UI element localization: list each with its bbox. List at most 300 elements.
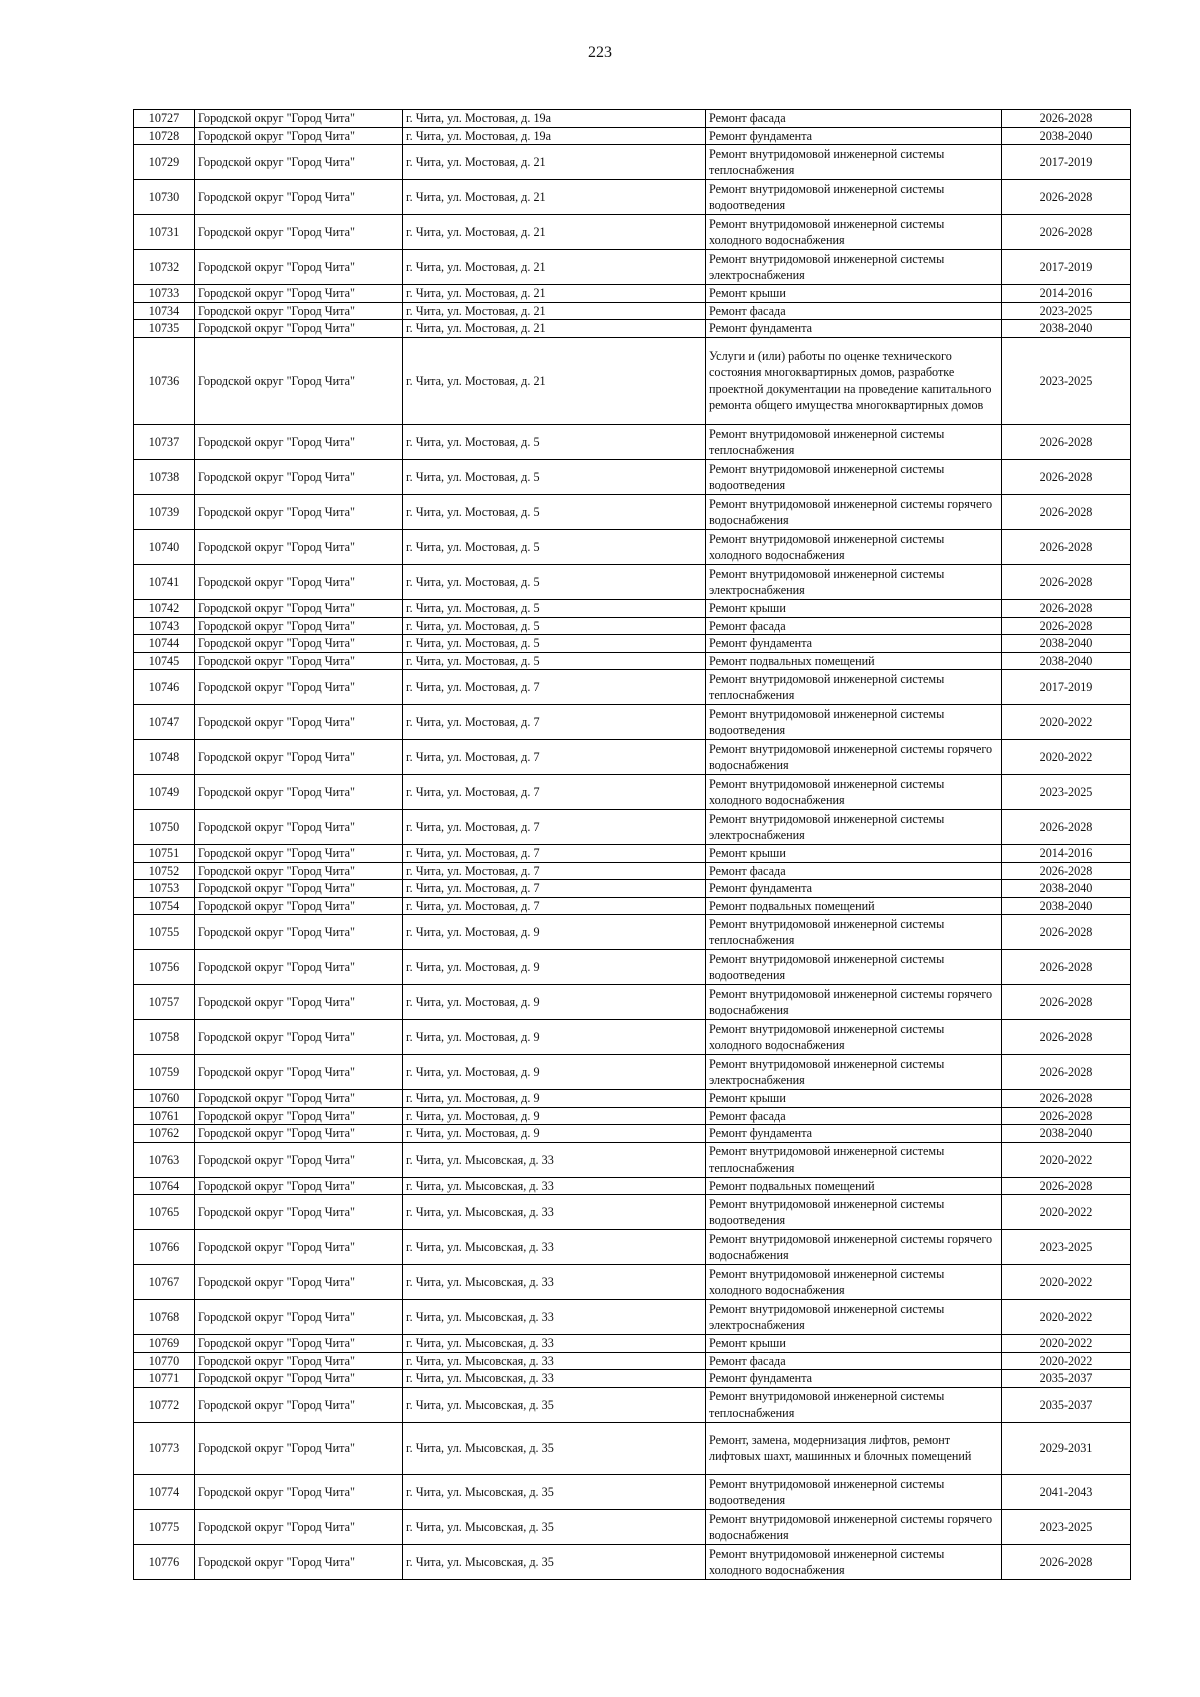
- row-number-cell: 10737: [134, 425, 195, 460]
- row-number-cell: 10774: [134, 1475, 195, 1510]
- work-type-cell: Ремонт внутридомовой инженерной системы холодного водоснабжения: [706, 775, 1002, 810]
- municipality-cell: Городской округ "Город Чита": [195, 250, 403, 285]
- table-row: [134, 1475, 1131, 1510]
- address-cell: г. Чита, ул. Мостовая, д. 9: [403, 985, 706, 1020]
- period-cell: 2026-2028: [1002, 110, 1131, 128]
- address-cell: г. Чита, ул. Мысовская, д. 33: [403, 1335, 706, 1353]
- table-body: [134, 110, 1131, 1580]
- period-cell: 2026-2028: [1002, 600, 1131, 618]
- work-type-cell: Ремонт внутридомовой инженерной системы водоотведения: [706, 705, 1002, 740]
- address-cell: г. Чита, ул. Мостовая, д. 7: [403, 775, 706, 810]
- work-type-cell: Ремонт крыши: [706, 1090, 1002, 1108]
- municipality-cell: Городской округ "Город Чита": [195, 1125, 403, 1143]
- work-type-cell: Ремонт внутридомовой инженерной системы теплоснабжения: [706, 425, 1002, 460]
- address-cell: г. Чита, ул. Мостовая, д. 21: [403, 250, 706, 285]
- work-type-cell: Ремонт внутридомовой инженерной системы теплоснабжения: [706, 670, 1002, 705]
- address-cell: г. Чита, ул. Мостовая, д. 21: [403, 215, 706, 250]
- row-number-cell: 10749: [134, 775, 195, 810]
- address-cell: г. Чита, ул. Мостовая, д. 7: [403, 862, 706, 880]
- address-cell: г. Чита, ул. Мостовая, д. 21: [403, 180, 706, 215]
- capital-repair-table: [133, 109, 1131, 1580]
- period-cell: 2026-2028: [1002, 1090, 1131, 1108]
- municipality-cell: Городской округ "Город Чита": [195, 950, 403, 985]
- work-type-cell: Ремонт внутридомовой инженерной системы водоотведения: [706, 950, 1002, 985]
- row-number-cell: 10746: [134, 670, 195, 705]
- period-cell: 2026-2028: [1002, 915, 1131, 950]
- period-cell: 2026-2028: [1002, 1055, 1131, 1090]
- municipality-cell: Городской округ "Город Чита": [195, 897, 403, 915]
- row-number-cell: 10729: [134, 145, 195, 180]
- table-row: [134, 862, 1131, 880]
- address-cell: г. Чита, ул. Мостовая, д. 5: [403, 617, 706, 635]
- work-type-cell: Ремонт внутридомовой инженерной системы горячего водоснабжения: [706, 985, 1002, 1020]
- period-cell: 2017-2019: [1002, 670, 1131, 705]
- municipality-cell: Городской округ "Город Чита": [195, 495, 403, 530]
- period-cell: 2035-2037: [1002, 1387, 1131, 1422]
- page-number: 223: [588, 44, 612, 61]
- work-type-cell: Ремонт внутридомовой инженерной системы горячего водоснабжения: [706, 1230, 1002, 1265]
- table-row: [134, 1107, 1131, 1125]
- municipality-cell: Городской округ "Город Чита": [195, 530, 403, 565]
- row-number-cell: 10750: [134, 810, 195, 845]
- work-type-cell: Ремонт внутридомовой инженерной системы электроснабжения: [706, 810, 1002, 845]
- table-row: [134, 1020, 1131, 1055]
- municipality-cell: Городской округ "Город Чита": [195, 285, 403, 303]
- municipality-cell: Городской округ "Город Чита": [195, 740, 403, 775]
- row-number-cell: 10775: [134, 1510, 195, 1545]
- table-row: [134, 337, 1131, 425]
- municipality-cell: Городской округ "Город Чита": [195, 845, 403, 863]
- period-cell: 2035-2037: [1002, 1370, 1131, 1388]
- period-cell: 2026-2028: [1002, 425, 1131, 460]
- work-type-cell: Ремонт внутридомовой инженерной системы электроснабжения: [706, 250, 1002, 285]
- row-number-cell: 10743: [134, 617, 195, 635]
- period-cell: 2020-2022: [1002, 1300, 1131, 1335]
- period-cell: 2017-2019: [1002, 145, 1131, 180]
- work-type-cell: Ремонт внутридомовой инженерной системы теплоснабжения: [706, 145, 1002, 180]
- row-number-cell: 10768: [134, 1300, 195, 1335]
- address-cell: г. Чита, ул. Мостовая, д. 7: [403, 810, 706, 845]
- table-row: [134, 1352, 1131, 1370]
- work-type-cell: Ремонт внутридомовой инженерной системы холодного водоснабжения: [706, 1020, 1002, 1055]
- work-type-cell: Ремонт внутридомовой инженерной системы водоотведения: [706, 1475, 1002, 1510]
- table-row: [134, 1055, 1131, 1090]
- municipality-cell: Городской округ "Город Чита": [195, 565, 403, 600]
- address-cell: г. Чита, ул. Мостовая, д. 7: [403, 845, 706, 863]
- period-cell: 2020-2022: [1002, 1335, 1131, 1353]
- address-cell: г. Чита, ул. Мостовая, д. 5: [403, 652, 706, 670]
- municipality-cell: Городской округ "Город Чита": [195, 215, 403, 250]
- table-row: [134, 1387, 1131, 1422]
- address-cell: г. Чита, ул. Мысовская, д. 33: [403, 1300, 706, 1335]
- period-cell: 2041-2043: [1002, 1475, 1131, 1510]
- row-number-cell: 10772: [134, 1387, 195, 1422]
- table-row: [134, 1265, 1131, 1300]
- work-type-cell: Ремонт крыши: [706, 1335, 1002, 1353]
- period-cell: 2026-2028: [1002, 862, 1131, 880]
- municipality-cell: Городской округ "Город Чита": [195, 880, 403, 898]
- municipality-cell: Городской округ "Город Чита": [195, 705, 403, 740]
- municipality-cell: Городской округ "Город Чита": [195, 635, 403, 653]
- row-number-cell: 10767: [134, 1265, 195, 1300]
- row-number-cell: 10745: [134, 652, 195, 670]
- table-row: [134, 285, 1131, 303]
- address-cell: г. Чита, ул. Мостовая, д. 21: [403, 285, 706, 303]
- row-number-cell: 10738: [134, 460, 195, 495]
- address-cell: г. Чита, ул. Мостовая, д. 9: [403, 915, 706, 950]
- table-row: [134, 880, 1131, 898]
- address-cell: г. Чита, ул. Мостовая, д. 7: [403, 705, 706, 740]
- municipality-cell: Городской округ "Город Чита": [195, 1335, 403, 1353]
- work-type-cell: Ремонт внутридомовой инженерной системы горячего водоснабжения: [706, 740, 1002, 775]
- table-row: [134, 1335, 1131, 1353]
- municipality-cell: Городской округ "Город Чита": [195, 1370, 403, 1388]
- work-type-cell: Ремонт внутридомовой инженерной системы электроснабжения: [706, 1055, 1002, 1090]
- address-cell: г. Чита, ул. Мостовая, д. 9: [403, 1055, 706, 1090]
- row-number-cell: 10734: [134, 302, 195, 320]
- table-row: [134, 915, 1131, 950]
- row-number-cell: 10758: [134, 1020, 195, 1055]
- table-row: [134, 1177, 1131, 1195]
- period-cell: 2023-2025: [1002, 1230, 1131, 1265]
- period-cell: 2038-2040: [1002, 635, 1131, 653]
- address-cell: г. Чита, ул. Мостовая, д. 5: [403, 565, 706, 600]
- work-type-cell: Ремонт внутридомовой инженерной системы теплоснабжения: [706, 915, 1002, 950]
- period-cell: 2020-2022: [1002, 1142, 1131, 1177]
- table-row: [134, 897, 1131, 915]
- municipality-cell: Городской округ "Город Чита": [195, 302, 403, 320]
- period-cell: 2014-2016: [1002, 285, 1131, 303]
- work-type-cell: Ремонт внутридомовой инженерной системы горячего водоснабжения: [706, 495, 1002, 530]
- municipality-cell: Городской округ "Город Чита": [195, 1300, 403, 1335]
- address-cell: г. Чита, ул. Мостовая, д. 7: [403, 670, 706, 705]
- address-cell: г. Чита, ул. Мысовская, д. 35: [403, 1387, 706, 1422]
- period-cell: 2020-2022: [1002, 1195, 1131, 1230]
- municipality-cell: Городской округ "Город Чита": [195, 145, 403, 180]
- row-number-cell: 10733: [134, 285, 195, 303]
- address-cell: г. Чита, ул. Мостовая, д. 5: [403, 530, 706, 565]
- municipality-cell: Городской округ "Город Чита": [195, 1177, 403, 1195]
- period-cell: 2026-2028: [1002, 950, 1131, 985]
- row-number-cell: 10754: [134, 897, 195, 915]
- table-row: [134, 250, 1131, 285]
- work-type-cell: Ремонт подвальных помещений: [706, 652, 1002, 670]
- work-type-cell: Ремонт внутридомовой инженерной системы горячего водоснабжения: [706, 1510, 1002, 1545]
- work-type-cell: Ремонт фасада: [706, 110, 1002, 128]
- row-number-cell: 10752: [134, 862, 195, 880]
- row-number-cell: 10727: [134, 110, 195, 128]
- address-cell: г. Чита, ул. Мостовая, д. 21: [403, 145, 706, 180]
- work-type-cell: Ремонт, замена, модернизация лифтов, ремонт лифтовых шахт, машинных и блочных помещений: [706, 1422, 1002, 1475]
- period-cell: 2038-2040: [1002, 320, 1131, 338]
- period-cell: 2026-2028: [1002, 1107, 1131, 1125]
- table-row: [134, 985, 1131, 1020]
- table-row: [134, 1195, 1131, 1230]
- municipality-cell: Городской округ "Город Чита": [195, 810, 403, 845]
- address-cell: г. Чита, ул. Мостовая, д. 5: [403, 495, 706, 530]
- municipality-cell: Городской округ "Город Чита": [195, 180, 403, 215]
- row-number-cell: 10740: [134, 530, 195, 565]
- municipality-cell: Городской округ "Город Чита": [195, 425, 403, 460]
- work-type-cell: Ремонт фундамента: [706, 320, 1002, 338]
- row-number-cell: 10771: [134, 1370, 195, 1388]
- municipality-cell: Городской округ "Город Чита": [195, 1107, 403, 1125]
- work-type-cell: Ремонт фундамента: [706, 1125, 1002, 1143]
- work-type-cell: Ремонт фасада: [706, 617, 1002, 635]
- table-row: [134, 1125, 1131, 1143]
- address-cell: г. Чита, ул. Мостовая, д. 21: [403, 320, 706, 338]
- work-type-cell: Ремонт внутридомовой инженерной системы электроснабжения: [706, 1300, 1002, 1335]
- table-row: [134, 1300, 1131, 1335]
- table-row: [134, 635, 1131, 653]
- address-cell: г. Чита, ул. Мостовая, д. 9: [403, 1125, 706, 1143]
- municipality-cell: Городской округ "Город Чита": [195, 1090, 403, 1108]
- work-type-cell: Ремонт фундамента: [706, 127, 1002, 145]
- row-number-cell: 10751: [134, 845, 195, 863]
- period-cell: 2026-2028: [1002, 617, 1131, 635]
- table-row: [134, 950, 1131, 985]
- row-number-cell: 10776: [134, 1545, 195, 1580]
- period-cell: 2026-2028: [1002, 1177, 1131, 1195]
- address-cell: г. Чита, ул. Мысовская, д. 33: [403, 1177, 706, 1195]
- period-cell: 2026-2028: [1002, 495, 1131, 530]
- table-row: [134, 180, 1131, 215]
- address-cell: г. Чита, ул. Мостовая, д. 5: [403, 460, 706, 495]
- municipality-cell: Городской округ "Город Чита": [195, 862, 403, 880]
- work-type-cell: Ремонт подвальных помещений: [706, 1177, 1002, 1195]
- municipality-cell: Городской округ "Город Чита": [195, 985, 403, 1020]
- municipality-cell: Городской округ "Город Чита": [195, 127, 403, 145]
- address-cell: г. Чита, ул. Мостовая, д. 9: [403, 1107, 706, 1125]
- table-row: [134, 1422, 1131, 1475]
- row-number-cell: 10732: [134, 250, 195, 285]
- municipality-cell: Городской округ "Город Чита": [195, 1230, 403, 1265]
- row-number-cell: 10763: [134, 1142, 195, 1177]
- municipality-cell: Городской округ "Город Чита": [195, 320, 403, 338]
- address-cell: г. Чита, ул. Мостовая, д. 19а: [403, 127, 706, 145]
- period-cell: 2023-2025: [1002, 775, 1131, 810]
- table-row: [134, 110, 1131, 128]
- table-row: [134, 845, 1131, 863]
- address-cell: г. Чита, ул. Мостовая, д. 19а: [403, 110, 706, 128]
- municipality-cell: Городской округ "Город Чита": [195, 1387, 403, 1422]
- row-number-cell: 10756: [134, 950, 195, 985]
- municipality-cell: Городской округ "Город Чита": [195, 337, 403, 425]
- work-type-cell: Ремонт внутридомовой инженерной системы холодного водоснабжения: [706, 215, 1002, 250]
- address-cell: г. Чита, ул. Мысовская, д. 35: [403, 1510, 706, 1545]
- address-cell: г. Чита, ул. Мостовая, д. 7: [403, 880, 706, 898]
- period-cell: 2038-2040: [1002, 652, 1131, 670]
- address-cell: г. Чита, ул. Мостовая, д. 7: [403, 740, 706, 775]
- table-row: [134, 1545, 1131, 1580]
- work-type-cell: Ремонт внутридомовой инженерной системы холодного водоснабжения: [706, 1545, 1002, 1580]
- table-row: [134, 425, 1131, 460]
- table-row: [134, 127, 1131, 145]
- address-cell: г. Чита, ул. Мысовская, д. 33: [403, 1142, 706, 1177]
- address-cell: г. Чита, ул. Мостовая, д. 9: [403, 1020, 706, 1055]
- table-row: [134, 617, 1131, 635]
- table-row: [134, 1090, 1131, 1108]
- period-cell: 2038-2040: [1002, 897, 1131, 915]
- municipality-cell: Городской округ "Город Чита": [195, 1545, 403, 1580]
- row-number-cell: 10728: [134, 127, 195, 145]
- table-row: [134, 1142, 1131, 1177]
- municipality-cell: Городской округ "Город Чита": [195, 1195, 403, 1230]
- work-type-cell: Ремонт внутридомовой инженерной системы теплоснабжения: [706, 1142, 1002, 1177]
- row-number-cell: 10757: [134, 985, 195, 1020]
- table-row: [134, 1370, 1131, 1388]
- table-row: [134, 215, 1131, 250]
- municipality-cell: Городской округ "Город Чита": [195, 1142, 403, 1177]
- municipality-cell: Городской округ "Город Чита": [195, 670, 403, 705]
- municipality-cell: Городской округ "Город Чита": [195, 652, 403, 670]
- work-type-cell: Ремонт внутридомовой инженерной системы холодного водоснабжения: [706, 1265, 1002, 1300]
- table-row: [134, 1510, 1131, 1545]
- row-number-cell: 10748: [134, 740, 195, 775]
- municipality-cell: Городской округ "Город Чита": [195, 1055, 403, 1090]
- period-cell: 2026-2028: [1002, 215, 1131, 250]
- work-type-cell: Ремонт фасада: [706, 1107, 1002, 1125]
- table-row: [134, 1230, 1131, 1265]
- period-cell: 2026-2028: [1002, 1545, 1131, 1580]
- row-number-cell: 10773: [134, 1422, 195, 1475]
- period-cell: 2020-2022: [1002, 705, 1131, 740]
- table-row: [134, 775, 1131, 810]
- municipality-cell: Городской округ "Город Чита": [195, 1475, 403, 1510]
- work-type-cell: Ремонт фундамента: [706, 880, 1002, 898]
- table-row: [134, 810, 1131, 845]
- address-cell: г. Чита, ул. Мысовская, д. 35: [403, 1422, 706, 1475]
- municipality-cell: Городской округ "Город Чита": [195, 775, 403, 810]
- municipality-cell: Городской округ "Город Чита": [195, 460, 403, 495]
- table-row: [134, 302, 1131, 320]
- municipality-cell: Городской округ "Город Чита": [195, 617, 403, 635]
- row-number-cell: 10769: [134, 1335, 195, 1353]
- row-number-cell: 10735: [134, 320, 195, 338]
- period-cell: 2026-2028: [1002, 1020, 1131, 1055]
- work-type-cell: Ремонт внутридомовой инженерной системы теплоснабжения: [706, 1387, 1002, 1422]
- table-row: [134, 460, 1131, 495]
- work-type-cell: Ремонт фасада: [706, 1352, 1002, 1370]
- table-row: [134, 530, 1131, 565]
- period-cell: 2026-2028: [1002, 180, 1131, 215]
- work-type-cell: Ремонт внутридомовой инженерной системы водоотведения: [706, 460, 1002, 495]
- period-cell: 2014-2016: [1002, 845, 1131, 863]
- table-row: [134, 495, 1131, 530]
- period-cell: 2020-2022: [1002, 1265, 1131, 1300]
- municipality-cell: Городской округ "Город Чита": [195, 110, 403, 128]
- address-cell: г. Чита, ул. Мостовая, д. 5: [403, 600, 706, 618]
- period-cell: 2026-2028: [1002, 460, 1131, 495]
- row-number-cell: 10762: [134, 1125, 195, 1143]
- table-row: [134, 600, 1131, 618]
- work-type-cell: Ремонт внутридомовой инженерной системы водоотведения: [706, 1195, 1002, 1230]
- row-number-cell: 10764: [134, 1177, 195, 1195]
- table-row: [134, 320, 1131, 338]
- address-cell: г. Чита, ул. Мысовская, д. 35: [403, 1475, 706, 1510]
- row-number-cell: 10731: [134, 215, 195, 250]
- municipality-cell: Городской округ "Город Чита": [195, 1265, 403, 1300]
- row-number-cell: 10747: [134, 705, 195, 740]
- row-number-cell: 10736: [134, 337, 195, 425]
- address-cell: г. Чита, ул. Мысовская, д. 35: [403, 1545, 706, 1580]
- work-type-cell: Ремонт внутридомовой инженерной системы электроснабжения: [706, 565, 1002, 600]
- period-cell: 2038-2040: [1002, 1125, 1131, 1143]
- period-cell: 2029-2031: [1002, 1422, 1131, 1475]
- period-cell: 2026-2028: [1002, 810, 1131, 845]
- period-cell: 2020-2022: [1002, 740, 1131, 775]
- row-number-cell: 10744: [134, 635, 195, 653]
- address-cell: г. Чита, ул. Мостовая, д. 9: [403, 1090, 706, 1108]
- address-cell: г. Чита, ул. Мостовая, д. 21: [403, 337, 706, 425]
- municipality-cell: Городской округ "Город Чита": [195, 1352, 403, 1370]
- address-cell: г. Чита, ул. Мостовая, д. 9: [403, 950, 706, 985]
- row-number-cell: 10753: [134, 880, 195, 898]
- row-number-cell: 10755: [134, 915, 195, 950]
- period-cell: 2026-2028: [1002, 985, 1131, 1020]
- address-cell: г. Чита, ул. Мостовая, д. 5: [403, 425, 706, 460]
- period-cell: 2017-2019: [1002, 250, 1131, 285]
- municipality-cell: Городской округ "Город Чита": [195, 1020, 403, 1055]
- row-number-cell: 10739: [134, 495, 195, 530]
- address-cell: г. Чита, ул. Мысовская, д. 33: [403, 1230, 706, 1265]
- work-type-cell: Ремонт внутридомовой инженерной системы холодного водоснабжения: [706, 530, 1002, 565]
- row-number-cell: 10765: [134, 1195, 195, 1230]
- row-number-cell: 10742: [134, 600, 195, 618]
- work-type-cell: Ремонт подвальных помещений: [706, 897, 1002, 915]
- row-number-cell: 10761: [134, 1107, 195, 1125]
- address-cell: г. Чита, ул. Мысовская, д. 33: [403, 1370, 706, 1388]
- row-number-cell: 10759: [134, 1055, 195, 1090]
- table-row: [134, 705, 1131, 740]
- work-type-cell: Ремонт фасада: [706, 862, 1002, 880]
- period-cell: 2038-2040: [1002, 127, 1131, 145]
- period-cell: 2023-2025: [1002, 337, 1131, 425]
- work-type-cell: Ремонт фундамента: [706, 635, 1002, 653]
- work-type-cell: Ремонт фасада: [706, 302, 1002, 320]
- table-row: [134, 670, 1131, 705]
- table-row: [134, 740, 1131, 775]
- work-type-cell: Ремонт фундамента: [706, 1370, 1002, 1388]
- address-cell: г. Чита, ул. Мысовская, д. 33: [403, 1195, 706, 1230]
- row-number-cell: 10766: [134, 1230, 195, 1265]
- row-number-cell: 10770: [134, 1352, 195, 1370]
- municipality-cell: Городской округ "Город Чита": [195, 600, 403, 618]
- period-cell: 2026-2028: [1002, 530, 1131, 565]
- row-number-cell: 10760: [134, 1090, 195, 1108]
- work-type-cell: Ремонт крыши: [706, 285, 1002, 303]
- address-cell: г. Чита, ул. Мысовская, д. 33: [403, 1352, 706, 1370]
- row-number-cell: 10741: [134, 565, 195, 600]
- work-type-cell: Ремонт крыши: [706, 845, 1002, 863]
- address-cell: г. Чита, ул. Мысовская, д. 33: [403, 1265, 706, 1300]
- address-cell: г. Чита, ул. Мостовая, д. 5: [403, 635, 706, 653]
- work-type-cell: Услуги и (или) работы по оценке технического состояния многоквартирных домов, разработке проектной документации на проведение капитального ремонта общего имущества многоквартирных домов: [706, 337, 1002, 425]
- municipality-cell: Городской округ "Город Чита": [195, 1510, 403, 1545]
- table-row: [134, 145, 1131, 180]
- period-cell: 2026-2028: [1002, 565, 1131, 600]
- period-cell: 2023-2025: [1002, 1510, 1131, 1545]
- table-row: [134, 652, 1131, 670]
- address-cell: г. Чита, ул. Мостовая, д. 7: [403, 897, 706, 915]
- period-cell: 2023-2025: [1002, 302, 1131, 320]
- address-cell: г. Чита, ул. Мостовая, д. 21: [403, 302, 706, 320]
- municipality-cell: Городской округ "Город Чита": [195, 915, 403, 950]
- row-number-cell: 10730: [134, 180, 195, 215]
- work-type-cell: Ремонт внутридомовой инженерной системы водоотведения: [706, 180, 1002, 215]
- municipality-cell: Городской округ "Город Чита": [195, 1422, 403, 1475]
- work-type-cell: Ремонт крыши: [706, 600, 1002, 618]
